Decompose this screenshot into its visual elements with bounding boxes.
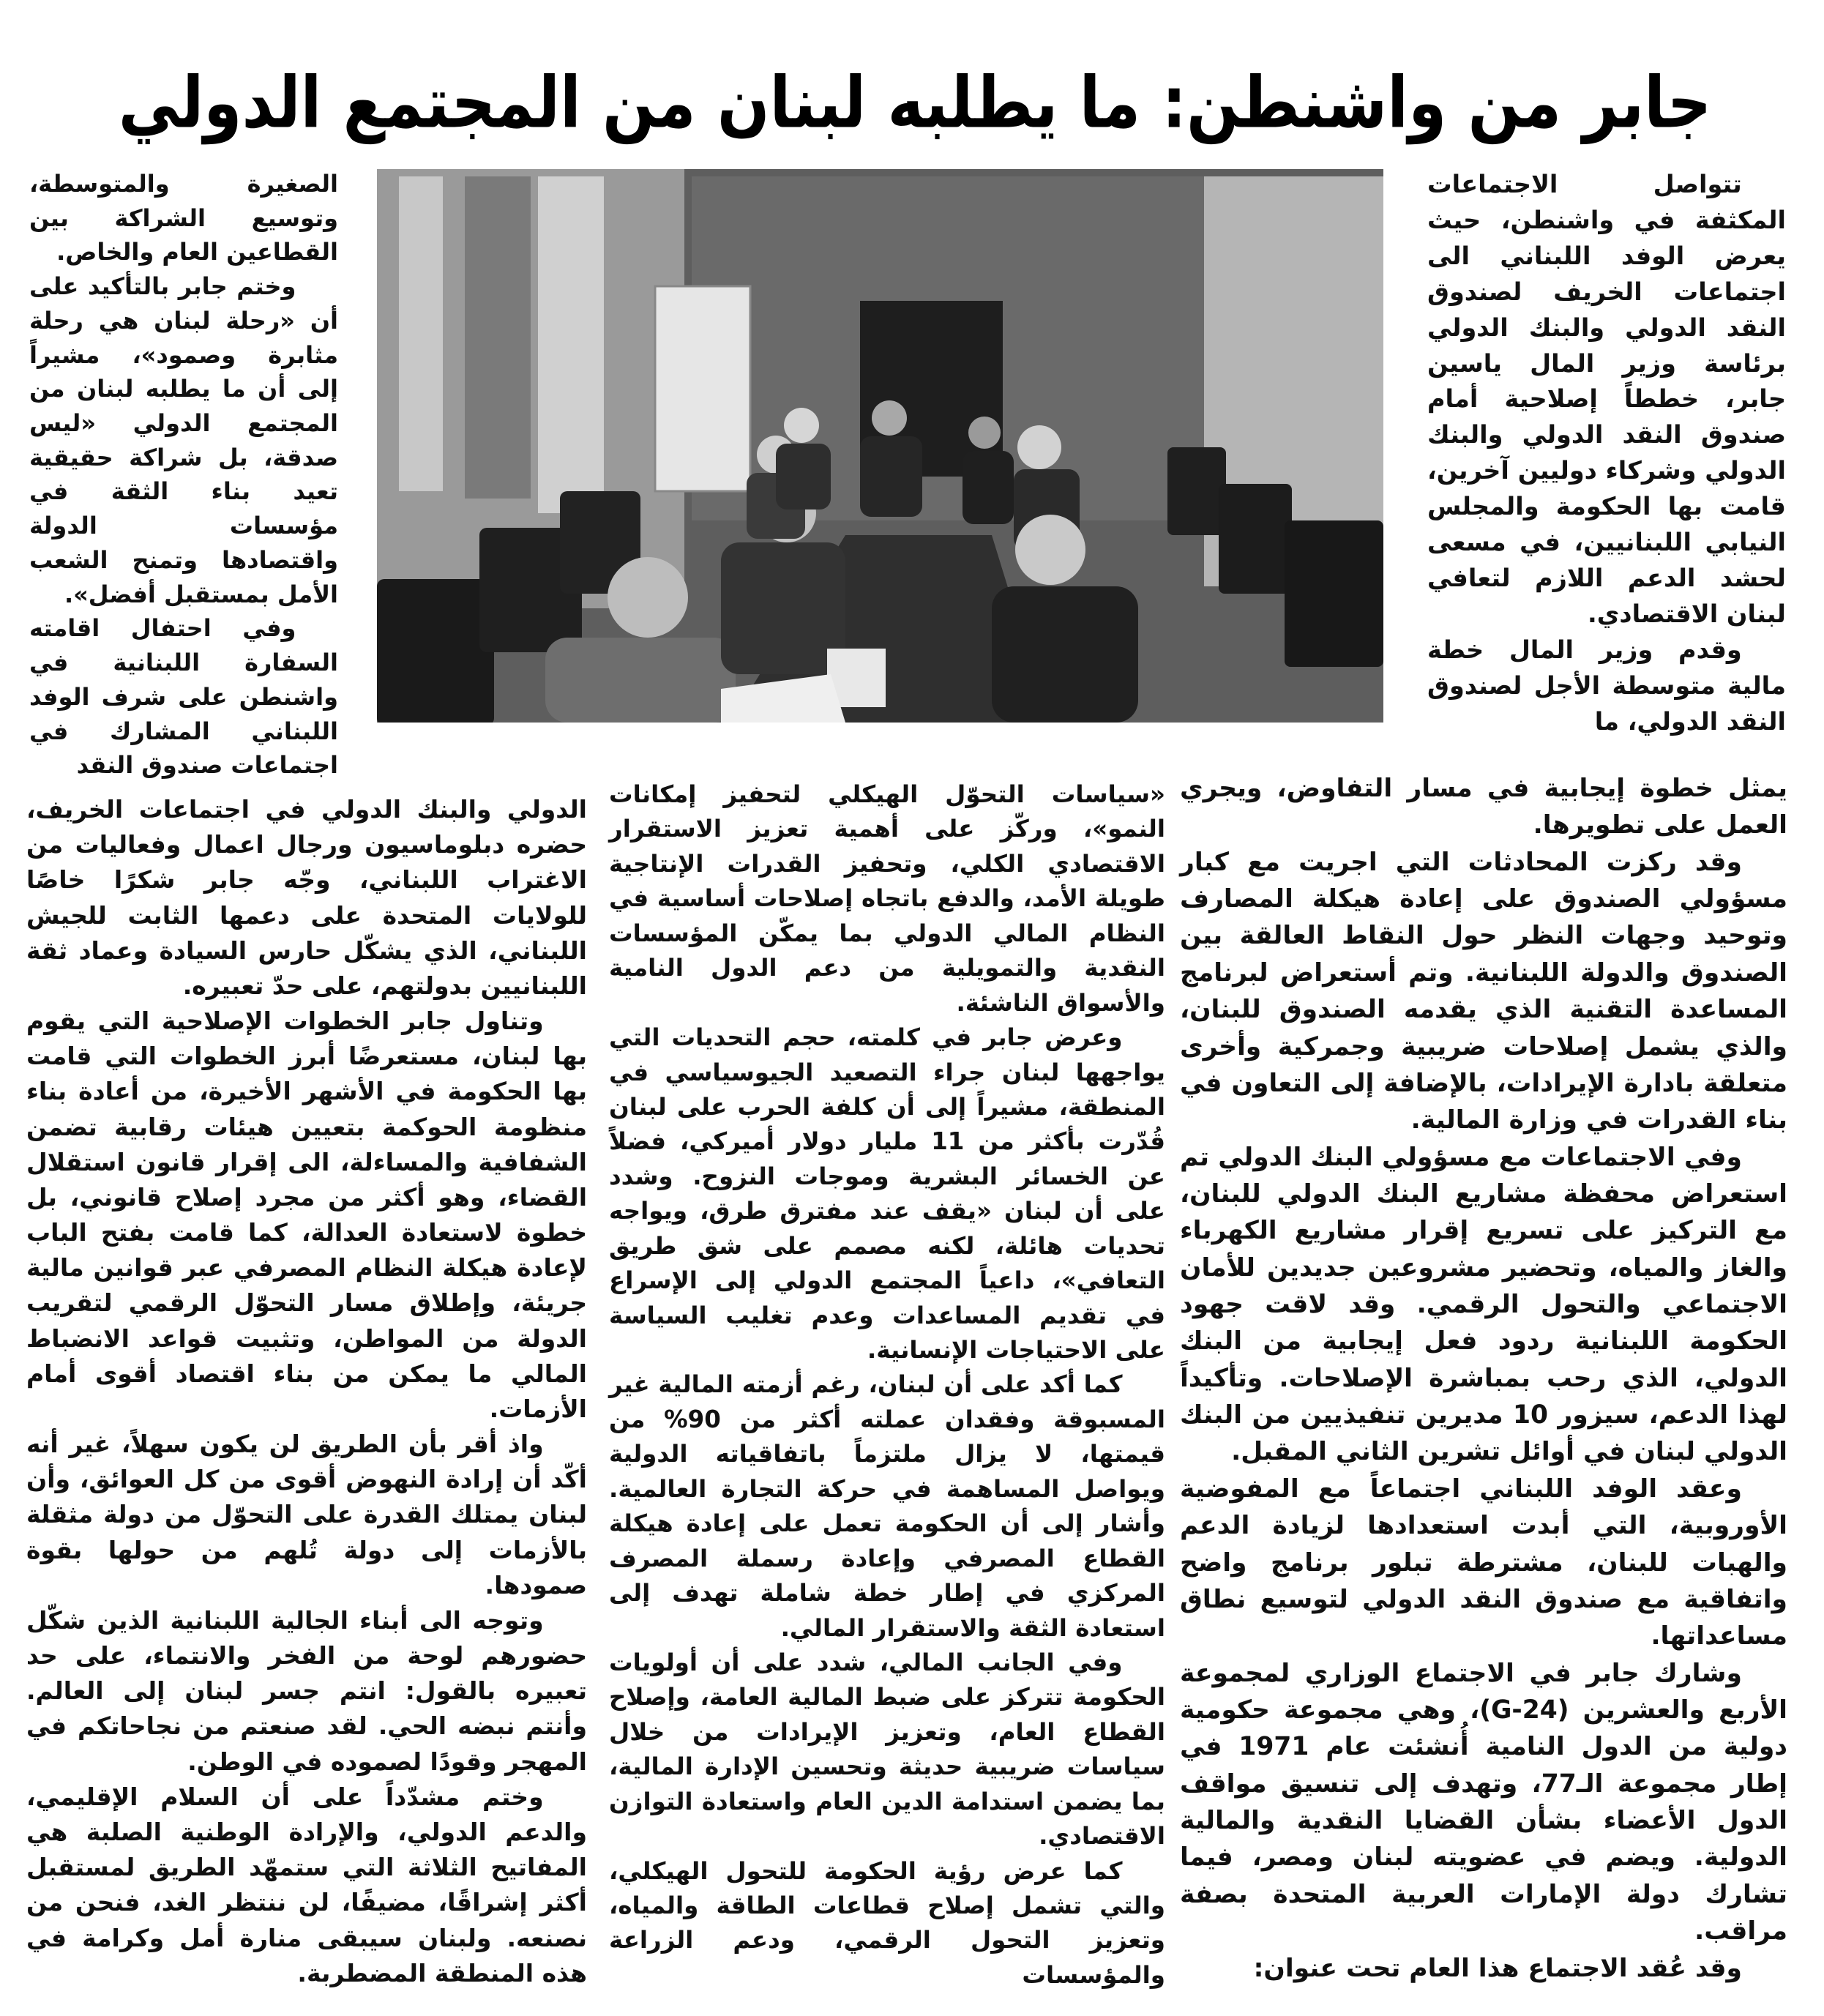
- article-column-left-top: [29, 167, 338, 789]
- paragraph: يمثل خطوة إيجابية في مسار التفاوض، ويجري العمل على تطويرها.: [1180, 774, 1787, 840]
- paragraph: تتواصل الاجتماعات المكثفة في واشنطن، حيث يعرض الوفد اللبناني الى اجتماعات الخريف لصندوق النقد الدولي والبنك الدولي برئاسة وزير المال ياسين جابر، خططاً إصلاحية أمام صندوق النقد الدولي والبنك الدولي وشركاء دوليين آخرين، قامت بها الحكومة والمجلس النيابي اللبنانيين، في مسعى لحشد الدعم اللازم لتعافي لبنان الاقتصادي.: [1427, 170, 1786, 628]
- headline: جابر من واشنطن: ما يطلبه لبنان من المجتمع الدولي: [118, 61, 1712, 144]
- paragraph: وفي الاجتماعات مع مسؤولي البنك الدولي تم استعراض محفظة مشاريع البنك الدولي للبنان، مع التركيز على تسريع إقرار مشاريع الكهرباء والغاز والمياه، وتحضير مشروعين جديدين للأمان الاجتماعي والتحول الرقمي. وقد لاقت جهود الحكومة اللبنانية ردود فعل إيجابية من البنك الدولي، الذي رحب بمباشرة الإصلاحات. وتأكيداً لهذا الدعم، سيزور 10 مديرين تنفيذيين من البنك الدولي لبنان في أوائل تشرين الثاني المقبل.: [1180, 1142, 1787, 1467]
- window-pane: [465, 176, 531, 499]
- meeting-photo: [377, 169, 1383, 723]
- paragraph: الصغيرة والمتوسطة، وتوسيع الشراكة بين القطاعين العام والخاص.: [29, 170, 338, 266]
- article-column-right-top: [1427, 167, 1786, 771]
- paragraph: كما عرض رؤية الحكومة للتحول الهيكلي، والتي تشمل إصلاح قطاعات الطاقة والمياه، وتعزيز التحول الرقمي، ودعم الزراعة والمؤسسات: [609, 1856, 1165, 1989]
- article-column-left-bottom: [26, 792, 587, 2000]
- paragraph: كما أكد على أن لبنان، رغم أزمته المالية غير المسبوقة وفقدان عملته أكثر من 90% من قيمتها، لا يزال ملتزماً باتفاقياته الدولية ويواصل المساهمة في حركة التجارة العالمية. وأشار إلى أن الحكومة تعمل على إعادة هيكلة القطاع المصرفي وإعادة رسملة المصرف المركزي في إطار خطة شاملة تهدف إلى استعادة الثقة والاستقرار المالي.: [609, 1370, 1165, 1642]
- paragraph: وفي الجانب المالي، شدد على أن أولويات الحكومة تتركز على ضبط المالية العامة، وإصلاح القطاع العام، وتعزيز الإيرادات من خلال سياسات ضريبية حديثة وتحسين الإدارة المالية، بما يضمن استدامة الدين العام واستعادة التوازن الاقتصادي.: [609, 1648, 1165, 1851]
- paragraph: وختم مشدّداً على أن السلام الإقليمي، والدعم الدولي، والإرادة الوطنية الصلبة هي المفاتيح الثلاثة التي ستمهّد الطريق لمستقبل أكثر إشراقًا، مضيفًا، لن ننتظر الغد، فنحن من نصنعه. ولبنان سيبقى منارة أمل وكرامة في هذه المنطقة المضطربة.: [26, 1782, 587, 1987]
- paragraph: وشارك جابر في الاجتماع الوزاري لمجموعة الأربع والعشرين (G-24)، وهي مجموعة حكومية دولية من الدول النامية أُنشئت عام 1971 في إطار مجموعة الـ77، وتهدف إلى تنسيق مواقف الدول الأعضاء بشأن القضايا النقدية والمالية الدولية. ويضم في عضويته لبنان ومصر، فيما تشارك دولة الإمارات العربية المتحدة بصفة مراقب.: [1180, 1658, 1787, 1946]
- paragraph: وقدم وزير المال خطة مالية متوسطة الأجل لصندوق النقد الدولي، ما: [1427, 635, 1786, 736]
- chair: [1219, 484, 1292, 594]
- chair: [1167, 447, 1226, 535]
- window-curtain: [399, 176, 443, 491]
- paragraph: الدولي والبنك الدولي في اجتماعات الخريف، حضره دبلوماسيون ورجال اعمال وفعاليات من الاغتراب اللبناني، وجّه جابر شكرًا خاصًا للولايات المتحدة على دعمها الثابت للجيش اللبناني، الذي يشكّل حارس السيادة وعماد ثقة اللبنانيين بدولتهم، على حدّ تعبيره.: [26, 795, 587, 1000]
- flipchart: [655, 286, 750, 491]
- article-column-right-bottom: [1180, 770, 1787, 2000]
- paragraph: وعقد الوفد اللبناني اجتماعاً مع المفوضية الأوروبية، التي أبدت استعدادها لزيادة الدعم والهبات للبنان، مشترطة تبلور برنامج واضح واتفاقية مع صندوق النقد الدولي لتوسيع نطاق مساعداتها.: [1180, 1474, 1787, 1651]
- paragraph: وتناول جابر الخطوات الإصلاحية التي يقوم بها لبنان، مستعرضًا أبرز الخطوات التي قامت بها الحكومة في الأشهر الأخيرة، من أعادة بناء منظومة الحوكمة بتعيين هيئات رقابية تضمن الشفافية والمساءلة، الى إقرار قانون استقلال القضاء، وهو أكثر من مجرد إصلاح قانوني، بل خطوة لاستعادة العدالة، كما قامت بفتح الباب لإعادة هيكلة النظام المصرفي عبر قوانين مالية جريئة، وإطلاق مسار التحوّل الرقمي لتقريب الدولة من المواطن، وتثبيت قواعد الانضباط المالي ما يمكن من بناء اقتصاد أقوى أمام الأزمات.: [26, 1007, 587, 1423]
- paragraph: وختم جابر بالتأكيد على أن «رحلة لبنان هي رحلة مثابرة وصمود»، مشيراً إلى أن ما يطلبه لبنان من المجتمع الدولي «ليس صدقة، بل شراكة حقيقية تعيد بناء الثقة في مؤسسات الدولة واقتصادها وتمنح الشعب الأمل بمستقبل أفضل».: [29, 272, 338, 608]
- meeting-photo-illustration: [377, 169, 1383, 723]
- paragraph: «سياسات التحوّل الهيكلي لتحفيز إمكانات النمو»، وركّز على أهمية تعزيز الاستقرار الاقتصادي الكلي، وتحفيز القدرات الإنتاجية طويلة الأمد، والدفع باتجاه إصلاحات أساسية في النظام المالي الدولي بما يمكّن المؤسسات النقدية والتمويلية من دعم الدول النامية والأسواق الناشئة.: [609, 780, 1165, 1017]
- paragraph: وتوجه الى أبناء الجالية اللبنانية الذين شكّل حضورهم لوحة من الفخر والانتماء، على حد تعبيره بالقول: انتم جسر لبنان إلى العالم. وأنتم نبضه الحي. لقد صنعتم من نجاحاتكم في المهجر وقودًا لصموده في الوطن.: [26, 1605, 587, 1776]
- chair: [377, 579, 494, 723]
- paragraph: وقد ركزت المحادثات التي اجريت مع كبار مسؤولي الصندوق على إعادة هيكلة المصارف وتوحيد وجهات النظر حول النقاط العالقة بين الصندوق والدولة اللبنانية. وتم أستعراض لبرنامج المساعدة التقنية الذي يقدمه الصندوق للبنان، والذي يشمل إصلاحات ضريبية وجمركية وأخرى متعلقة بادارة الإيرادات، بالإضافة إلى التعاون في بناء القدرات في وزارة المالية.: [1180, 847, 1787, 1135]
- paragraph: واذ أقر بأن الطريق لن يكون سهلاً، غير أنه أكّد أن إرادة النهوض أقوى من كل العوائق، وأن لبنان يمتلك القدرة على التحوّل من دولة مثقلة بالأزمات إلى دولة تُلهم من حولها بقوة صمودها.: [26, 1430, 587, 1599]
- paragraph: وعرض جابر في كلمته، حجم التحديات التي يواجهها لبنان جراء التصعيد الجيوسياسي في المنطقة، مشيراً إلى أن كلفة الحرب على لبنان قُدّرت بأكثر من 11 مليار دولار أميركي، فضلاً عن الخسائر البشرية وموجات النزوح. وشدد على أن لبنان «يقف عند مفترق طرق، ويواجه تحديات هائلة، لكنه مصمم على شق طريق التعافي»، داعياً المجتمع الدولي إلى الإسراع في تقديم المساعدات وعدم تغليب السياسة على الاحتياجات الإنسانية.: [609, 1023, 1165, 1364]
- chair: [1285, 520, 1383, 667]
- article-column-middle: [609, 777, 1165, 2000]
- paragraph: وفي احتفال اقامته السفارة اللبنانية في واشنطن على شرف الوفد اللبناني المشارك في اجتماعات صندوق النقد: [29, 614, 338, 780]
- window-curtain: [538, 176, 604, 513]
- paragraph: وقد عُقد الاجتماع هذا العام تحت عنوان:: [1253, 1953, 1742, 1983]
